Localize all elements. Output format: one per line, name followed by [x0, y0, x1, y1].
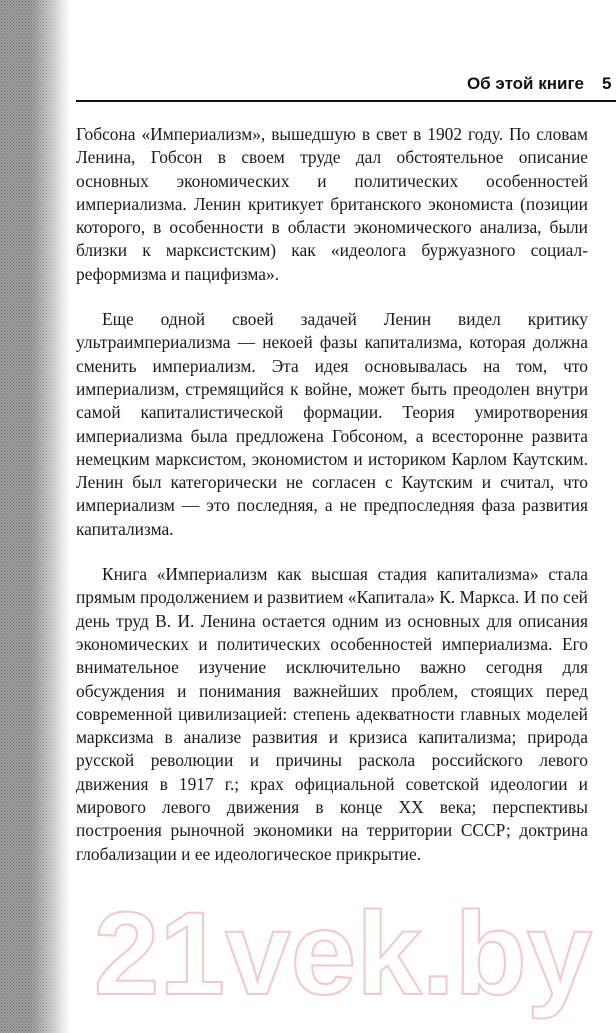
paragraph: Еще одной своей задачей Ленин видел критику ультраимпериализма — некоей фазы капитализма, которая должна сменить империализм. Эта идея основывалась на том, что империализм, стремящийся к войне, может быть преодолен внутри самой капиталистической формации. Теория умиротворения империализма была предложена Гобсоном, а всесторонне развита немецким марксистом, экономистом и историком Карлом Каутским. Ленин был категорически не согласен с Каутским и считал, что империализм — это последняя, а не предпоследняя фаза развития капитализма.	[76, 309, 588, 539]
watermark-text: 21vek.by	[93, 888, 593, 1020]
watermark-logo	[70, 882, 616, 1022]
halftone-edge	[0, 0, 70, 1033]
paragraph: Гобсона «Империализм», вышедшую в свет в 1902 году. По словам Ленина, Гобсон в своем труде дал обстоятельное описание основных экономических и политических особенностей империализма. Ленин критикует британского экономиста (позиции которого, в особенности в области экономического анализа, были близки к марксистским) как «идеолога буржуазного социал-реформизма и пацифизма».	[76, 124, 588, 284]
running-head	[76, 70, 616, 102]
text-body	[76, 123, 588, 888]
running-title: Об этой книге	[466, 74, 584, 93]
paragraph: Книга «Империализм как высшая стадия капитализма» стала прямым продолжением и развитием «Капитала» К. Маркса. И по сей день труд В. И. Ленина остается одним из основных для описания экономических и политических особенностей империализма. Его внимательное изучение исключительно важно сегодня для обсуждения и понимания важнейших проблем, стоящих перед современной цивилизацией: степень адекватности главных моделей марксизма в анализе развития и кризиса капитализма; природа русской революции и причины раскола российского левого движения в 1917 г.; крах официальной советской идеологии и мирового левого движения в конце XX века; перспективы построения рыночной экономики на территории СССР; доктрина глобализации и ее идеологическое прикрытие.	[76, 564, 588, 864]
page-number: 5	[602, 74, 612, 93]
